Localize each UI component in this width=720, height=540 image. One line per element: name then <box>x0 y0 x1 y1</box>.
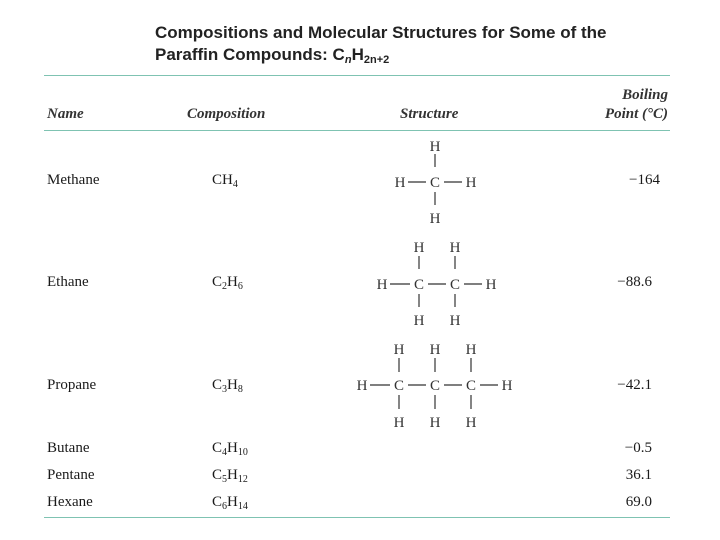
atom-c: C <box>465 378 477 394</box>
top-rule <box>44 75 670 76</box>
atom-h: H <box>356 378 368 394</box>
header-structure: Structure <box>400 106 459 122</box>
row-bp-methane: −164 <box>629 172 660 188</box>
atom-h: H <box>501 378 513 394</box>
atom-h: H <box>394 175 406 191</box>
header-name: Name <box>47 106 84 122</box>
row-name-hexane: Hexane <box>47 494 93 510</box>
atom-h: H <box>449 313 461 329</box>
row-composition-hexane: $C_6H_{14}$ <box>212 494 248 512</box>
row-name-methane: Methane <box>47 172 100 188</box>
atom-h: H <box>376 277 388 293</box>
row-composition-pentane: $C_5H_{12}$ <box>212 467 248 485</box>
atom-c: C <box>429 175 441 191</box>
atom-h: H <box>465 175 477 191</box>
header-boiling-point: Boiling Point (°C) <box>604 87 668 122</box>
propane-structure <box>357 342 513 431</box>
title-line-2: Paraffin Compounds: $C_nH_{2n+2}$ <box>155 45 390 66</box>
atom-h: H <box>429 415 441 431</box>
atom-h: H <box>429 342 441 358</box>
atom-h: H <box>465 342 477 358</box>
row-composition-butane: $C_4H_{10}$ <box>212 440 248 458</box>
row-name-butane: Butane <box>47 440 90 456</box>
structural-formulas <box>340 132 540 432</box>
header-composition: Composition <box>187 106 266 122</box>
bottom-rule <box>44 517 670 518</box>
atom-h: H <box>429 139 441 155</box>
ethane-structure <box>377 240 497 329</box>
atom-h: H <box>465 415 477 431</box>
methane-structure <box>395 139 477 227</box>
row-name-ethane: Ethane <box>47 274 89 290</box>
atom-h: H <box>449 240 461 256</box>
title-line-1: Compositions and Molecular Structures for Some of the <box>155 23 607 42</box>
row-bp-hexane: 69.0 <box>625 494 652 510</box>
atom-h: H <box>485 277 497 293</box>
atom-c: C <box>449 277 461 293</box>
row-composition-methane: $CH_4$ <box>212 172 238 190</box>
atom-c: C <box>429 378 441 394</box>
atom-h: H <box>393 342 405 358</box>
row-bp-pentane: 36.1 <box>625 467 652 483</box>
row-name-pentane: Pentane <box>47 467 95 483</box>
atom-h: H <box>413 313 425 329</box>
table-title <box>155 22 695 71</box>
row-composition-propane: $C_3H_8$ <box>212 377 243 395</box>
row-bp-butane: −0.5 <box>624 440 652 456</box>
atom-c: C <box>413 277 425 293</box>
header-rule <box>44 130 670 131</box>
row-composition-ethane: $C_2H_6$ <box>212 274 243 292</box>
row-bp-ethane: −88.6 <box>617 274 652 290</box>
atom-h: H <box>429 211 441 227</box>
row-name-propane: Propane <box>47 377 97 393</box>
row-bp-propane: −42.1 <box>617 377 652 393</box>
atom-h: H <box>413 240 425 256</box>
atom-h: H <box>393 415 405 431</box>
atom-c: C <box>393 378 405 394</box>
